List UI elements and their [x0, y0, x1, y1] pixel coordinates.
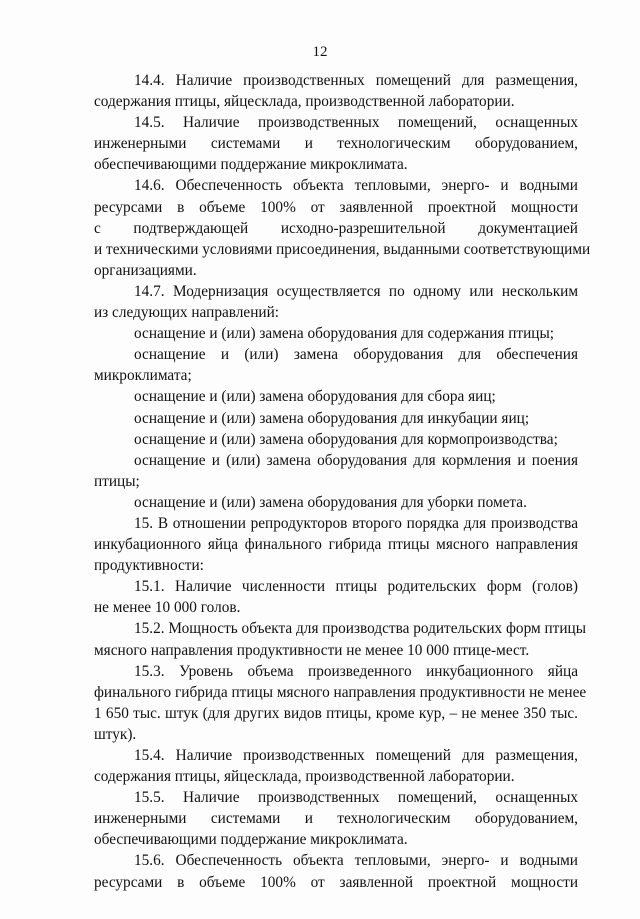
text-line: и техническими условиями присоединения, выданными соответствующими — [94, 240, 591, 258]
text-line: 14.7. Модернизация осуществляется по одному или нескольким — [134, 282, 578, 300]
paragraph — [94, 513, 578, 576]
paragraph — [94, 386, 578, 407]
text-line: оснащение и (или) замена оборудования для кормления и поения — [134, 451, 578, 469]
paragraph — [94, 576, 578, 618]
text-line: обеспечивающими поддержание микроклимата. — [94, 156, 408, 174]
paragraph — [94, 492, 578, 513]
paragraph — [94, 323, 578, 344]
text-line: микроклимата; — [94, 367, 192, 385]
paragraph — [94, 850, 578, 892]
text-line: оснащение и (или) замена оборудования для обеспечения — [134, 346, 578, 364]
paragraph — [94, 745, 578, 787]
text-line: птицы; — [94, 472, 140, 490]
paragraph — [94, 429, 578, 450]
paragraph — [94, 661, 587, 745]
text-line: штук). — [94, 725, 137, 743]
paragraph — [94, 70, 578, 112]
text-line: мясного направления продуктивности не менее 10 000 птице-мест. — [94, 641, 530, 659]
text-line: оснащение и (или) замена оборудования для содержания птицы; — [134, 325, 555, 343]
paragraph — [94, 281, 578, 323]
text-line: 1 650 тыс. штук (для других видов птицы, кроме кур, – не менее 350 тыс. — [94, 704, 578, 722]
text-line: 15. В отношении репродукторов второго порядка для производства — [134, 514, 578, 532]
text-line: ресурсами в объеме 100% от заявленной проектной мощности — [94, 873, 578, 891]
text-line: 15.4. Наличие производственных помещений для размещения, — [134, 747, 578, 764]
document-body — [94, 70, 591, 893]
text-line: содержания птицы, яйцесклада, производственной лаборатории. — [94, 768, 515, 786]
text-line: 15.3. Уровень объема произведенного инкубационного яйца — [134, 662, 578, 680]
paragraph — [94, 408, 578, 429]
paragraph — [94, 175, 591, 280]
text-line: 14.5. Наличие производственных помещений, оснащенных — [134, 114, 578, 132]
text-line: 15.6. Обеспеченность объекта тепловыми, энерго- и водными — [134, 852, 578, 870]
text-line: оснащение и (или) замена оборудования для кормопроизводства; — [134, 430, 558, 448]
paragraph — [94, 618, 587, 660]
page-number: 12 — [312, 44, 328, 60]
text-line: инкубационного яйца финального гибрида птицы мясного направления — [94, 536, 578, 554]
text-line: с подтверждающей исходно-разрешительной документацией — [94, 219, 578, 237]
text-line: оснащение и (или) замена оборудования для уборки помета. — [134, 493, 527, 511]
paragraph — [94, 450, 578, 492]
text-line: оснащение и (или) замена оборудования для инкубации яиц; — [134, 409, 530, 427]
text-line: обеспечивающими поддержание микроклимата. — [94, 831, 408, 849]
text-line: организациями. — [94, 261, 197, 279]
text-line: 14.4. Наличие производственных помещений для размещения, — [134, 72, 578, 89]
text-line: продуктивности: — [94, 557, 204, 575]
text-line: содержания птицы, яйцесклада, производственной лаборатории. — [94, 93, 515, 111]
paragraph — [94, 112, 578, 175]
text-line: финального гибрида птицы мясного направления продуктивности не менее — [94, 683, 587, 701]
text-line: 15.2. Мощность объекта для производства родительских форм птицы — [134, 620, 587, 638]
text-line: 15.5. Наличие производственных помещений, оснащенных — [134, 789, 578, 807]
text-line: инженерными системами и технологическим оборудованием, — [94, 135, 578, 153]
text-line: из следующих направлений: — [94, 304, 280, 322]
text-line: 15.1. Наличие численности птицы родительских форм (голов) — [134, 578, 578, 596]
text-line: инженерными системами и технологическим оборудованием, — [94, 810, 578, 828]
text-line: не менее 10 000 голов. — [94, 599, 241, 617]
paragraph — [94, 344, 578, 386]
paragraph — [94, 787, 578, 850]
text-line: ресурсами в объеме 100% от заявленной проектной мощности — [94, 198, 578, 216]
text-line: оснащение и (или) замена оборудования для сбора яиц; — [134, 388, 496, 406]
text-line: 14.6. Обеспеченность объекта тепловыми, энерго- и водными — [134, 177, 578, 195]
